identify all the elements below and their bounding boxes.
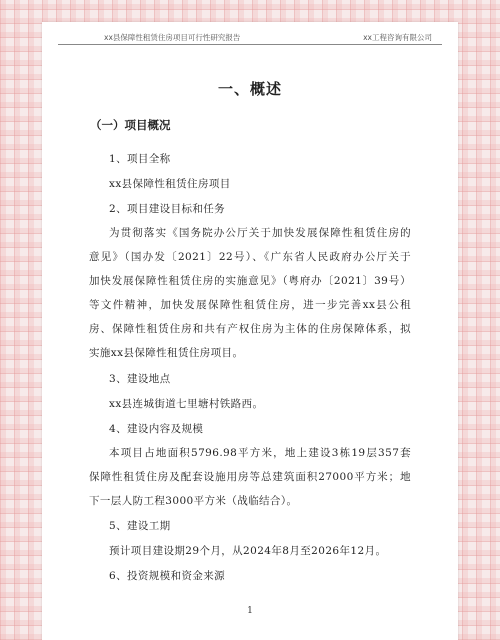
goals-paragraph-line: 为贯彻落实《国务院办公厅关于加快发展保障性租赁住房的 (109, 227, 411, 239)
header-company-name: xx工程咨询有限公司 (363, 33, 432, 42)
schedule-text: 预计项目建设期29个月，从2024年8月至2026年12月。 (109, 545, 387, 557)
scope-paragraph-line: 下一层人防工程3000平方米（战临结合）。 (89, 495, 298, 507)
item-heading-goals: 2、项目建设目标和任务 (109, 203, 226, 215)
item-heading-location: 3、建设地点 (109, 373, 171, 385)
item-heading-project-name: 1、项目全称 (109, 153, 171, 165)
item-heading-scope: 4、建设内容及规模 (109, 423, 204, 435)
section-heading: （一）项目概况 (90, 118, 171, 132)
scope-paragraph-line: 保障性租赁住房及配套设施用房等总建筑面积27000平方米；地 (89, 471, 411, 483)
item-heading-investment: 6、投资规模和资金来源 (109, 570, 226, 582)
header-report-title: xx县保障性租赁住房项目可行性研究报告 (104, 33, 241, 42)
goals-paragraph-line: 实施xx县保障性租赁住房项目。 (89, 347, 244, 359)
scope-paragraph-line: 本项目占地面积5796.98平方米，地上建设3栋19层357套 (109, 447, 411, 459)
running-header (58, 30, 442, 45)
project-name: xx县保障性租赁住房项目 (109, 178, 231, 190)
goals-paragraph-line: 意见》（国办发〔2021〕22号）、《广东省人民政府办公厅关于 (89, 251, 411, 263)
page-number: 1 (247, 606, 253, 616)
project-location: xx县连城街道七里塘村铁路西。 (109, 398, 264, 410)
chapter-title: 一、概述 (217, 80, 282, 98)
goals-paragraph-line: 等文件精神，加快发展保障性租赁住房，进一步完善xx县公租 (89, 299, 411, 311)
goals-paragraph-line: 加快发展保障性租赁住房的实施意见》（粤府办〔2021〕39号） (89, 275, 411, 287)
item-heading-schedule: 5、建设工期 (109, 520, 171, 532)
goals-paragraph-line: 房、保障性租赁住房和共有产权住房为主体的住房保障体系，拟 (89, 323, 411, 335)
